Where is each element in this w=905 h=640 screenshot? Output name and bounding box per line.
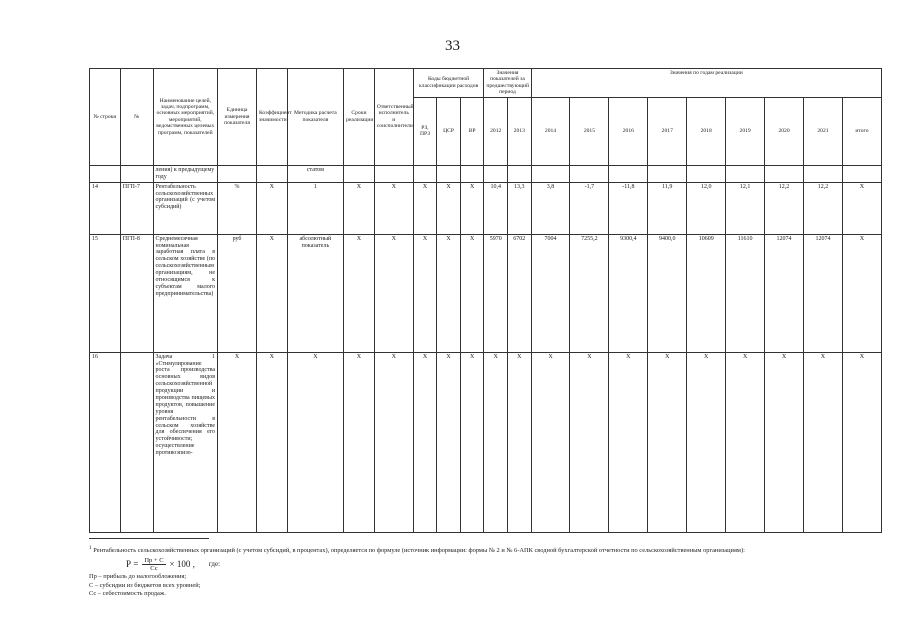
cell-unit: руб xyxy=(218,234,257,352)
cell-unit: Х xyxy=(218,352,257,532)
cell-value: 9300,4 xyxy=(609,234,648,352)
table-row xyxy=(90,182,882,234)
cell-method: абсолютный показатель xyxy=(287,234,343,352)
header-rz: РЗ, ПРЗ xyxy=(413,97,437,165)
cell-value: -11,8 xyxy=(609,182,648,234)
header-name: Наименование целей, задач, подпрограмм, основных мероприятий, мероприятий, ведомственных целевых программ, показателей xyxy=(153,69,218,166)
cell-value: Х xyxy=(609,352,648,532)
cell-name: Среднемесячная номинальная заработная плата в сельском хозяйстве (по сельскохозяйственным организациям, не относящимся к субъектам малого предпринимательства) xyxy=(153,234,218,352)
cell-term: Х xyxy=(344,352,375,532)
cell-term: Х xyxy=(344,182,375,234)
formula-denominator: Сс xyxy=(150,564,158,572)
cell-total: Х xyxy=(842,182,881,234)
header-year: 2015 xyxy=(570,97,609,165)
header-years-values: Значения по годам реализации xyxy=(531,69,881,98)
header-prev-values: Значения показателей за предшествующий период xyxy=(484,69,531,98)
header-year: 2013 xyxy=(507,97,531,165)
cell-method: 1 xyxy=(287,182,343,234)
cell-csr: Х xyxy=(437,234,461,352)
cell-row-no: 15 xyxy=(90,234,121,352)
cell-value: 12,2 xyxy=(765,182,804,234)
cell-value: Х xyxy=(648,352,687,532)
footnote-divider xyxy=(89,538,209,539)
footnote xyxy=(89,545,879,599)
formula xyxy=(126,557,879,572)
header-vr: ВР xyxy=(460,97,484,165)
cell-vr: Х xyxy=(460,234,484,352)
table-row xyxy=(90,352,882,532)
cell-value: 12,1 xyxy=(726,182,765,234)
cell-resp: Х xyxy=(374,352,413,532)
cell-method: Х xyxy=(287,352,343,532)
cell-value: Х xyxy=(687,352,726,532)
cell-rz: Х xyxy=(413,234,437,352)
cell-rz: Х xyxy=(413,182,437,234)
cell-value: 12,0 xyxy=(687,182,726,234)
header-year: 2020 xyxy=(765,97,804,165)
cell-vr: Х xyxy=(460,182,484,234)
header-year: 2021 xyxy=(804,97,843,165)
cell-value: 11,9 xyxy=(648,182,687,234)
cell-resp: Х xyxy=(374,182,413,234)
cell-method: статом xyxy=(287,165,343,182)
header-csr: ЦСР xyxy=(437,97,461,165)
cell-resp: Х xyxy=(374,234,413,352)
header-budget-codes: Коды бюджетной классификации расходов xyxy=(413,69,484,98)
header-method: Методика расчета показателя xyxy=(287,69,343,166)
header-unit: Единица измерения показателя xyxy=(218,69,257,166)
cell-rz: Х xyxy=(413,352,437,532)
definition: С – субсидии из бюджетов всех уровней; xyxy=(89,581,201,589)
cell-num: ПГП-7 xyxy=(120,182,153,234)
header-row-no: № строки xyxy=(90,69,121,166)
header-coef: Коэффициент значимости xyxy=(256,69,287,166)
cell-vr: Х xyxy=(460,352,484,532)
cell-coef: Х xyxy=(256,234,287,352)
cell-value: 11610 xyxy=(726,234,765,352)
cell-csr: Х xyxy=(437,352,461,532)
formula-lhs: Р = xyxy=(126,559,139,570)
cell-num: ПГП-8 xyxy=(120,234,153,352)
indicators-table xyxy=(89,68,882,533)
cell-name: ления) к предыдущему году xyxy=(153,165,218,182)
header-total: итого xyxy=(842,97,881,165)
cell-value: 7004 xyxy=(531,234,570,352)
cell-value: 6702 xyxy=(507,234,531,352)
table-row xyxy=(90,234,882,352)
cell-value: 10609 xyxy=(687,234,726,352)
cell-value: Х xyxy=(531,352,570,532)
header-year: 2012 xyxy=(484,97,508,165)
header-term: Сроки реализации xyxy=(344,69,375,166)
cell-value: 12,2 xyxy=(804,182,843,234)
cell-row-no: 14 xyxy=(90,182,121,234)
cell-value: Х xyxy=(570,352,609,532)
cell-value: 10,4 xyxy=(484,182,508,234)
cell-value: Х xyxy=(804,352,843,532)
cell-value: 5970 xyxy=(484,234,508,352)
cell-value: Х xyxy=(484,352,508,532)
definition: Пр – прибыль до налогообложения; xyxy=(89,573,187,581)
cell-value: 12074 xyxy=(804,234,843,352)
formula-numerator: Пр + С xyxy=(144,556,164,564)
cell-value: 9400,0 xyxy=(648,234,687,352)
table-row-continuation xyxy=(90,165,882,182)
cell-row-no: 16 xyxy=(90,352,121,532)
formula-fraction xyxy=(142,557,165,572)
cell-unit: % xyxy=(218,182,257,234)
definition: Сс – себестоимость продаж. xyxy=(89,590,166,598)
cell-value: -1,7 xyxy=(570,182,609,234)
cell-term: Х xyxy=(344,234,375,352)
header-year: 2018 xyxy=(687,97,726,165)
header-num: № xyxy=(120,69,153,166)
cell-value: 3,8 xyxy=(531,182,570,234)
cell-csr: Х xyxy=(437,182,461,234)
footnote-marker: 1 xyxy=(89,545,92,551)
footnote-text: $^1$ Рентабельность сельскохозяйственных организаций (с учетом субсидий, в процентах), определяется по формуле (источник информации: формы № 2 и № 6-АПК сводной бухгалтерской отчетности по сельскохозяйственным организациям): xyxy=(89,545,745,555)
cell-value: 7255,2 xyxy=(570,234,609,352)
formula-rhs: × 100 , xyxy=(169,559,195,570)
cell-value: Х xyxy=(726,352,765,532)
cell-coef: Х xyxy=(256,352,287,532)
page-number: 33 xyxy=(445,38,460,54)
cell-total: Х xyxy=(842,234,881,352)
cell-value: 13,3 xyxy=(507,182,531,234)
cell-name: Задача 1 «Стимулирование роста производства основных видов сельскохозяйственной продукции и производства пищевых продуктов, повышение уровня рентабельности в сельском хозяйстве для обеспечения его устойчивости; осуществление противоэпизо- xyxy=(153,352,218,532)
cell-num xyxy=(120,352,153,532)
cell-coef: Х xyxy=(256,182,287,234)
header-year: 2014 xyxy=(531,97,570,165)
header-year: 2017 xyxy=(648,97,687,165)
cell-value: 12074 xyxy=(765,234,804,352)
header-resp: Ответственный исполнитель и соисполнители xyxy=(374,69,413,166)
header-year: 2016 xyxy=(609,97,648,165)
cell-name: Рентабельность сельскохозяйственных организаций (с учетом субсидий) xyxy=(153,182,218,234)
cell-value: Х xyxy=(765,352,804,532)
cell-total: Х xyxy=(842,352,881,532)
cell-value: Х xyxy=(507,352,531,532)
header-year: 2019 xyxy=(726,97,765,165)
formula-where: где: xyxy=(208,559,221,568)
